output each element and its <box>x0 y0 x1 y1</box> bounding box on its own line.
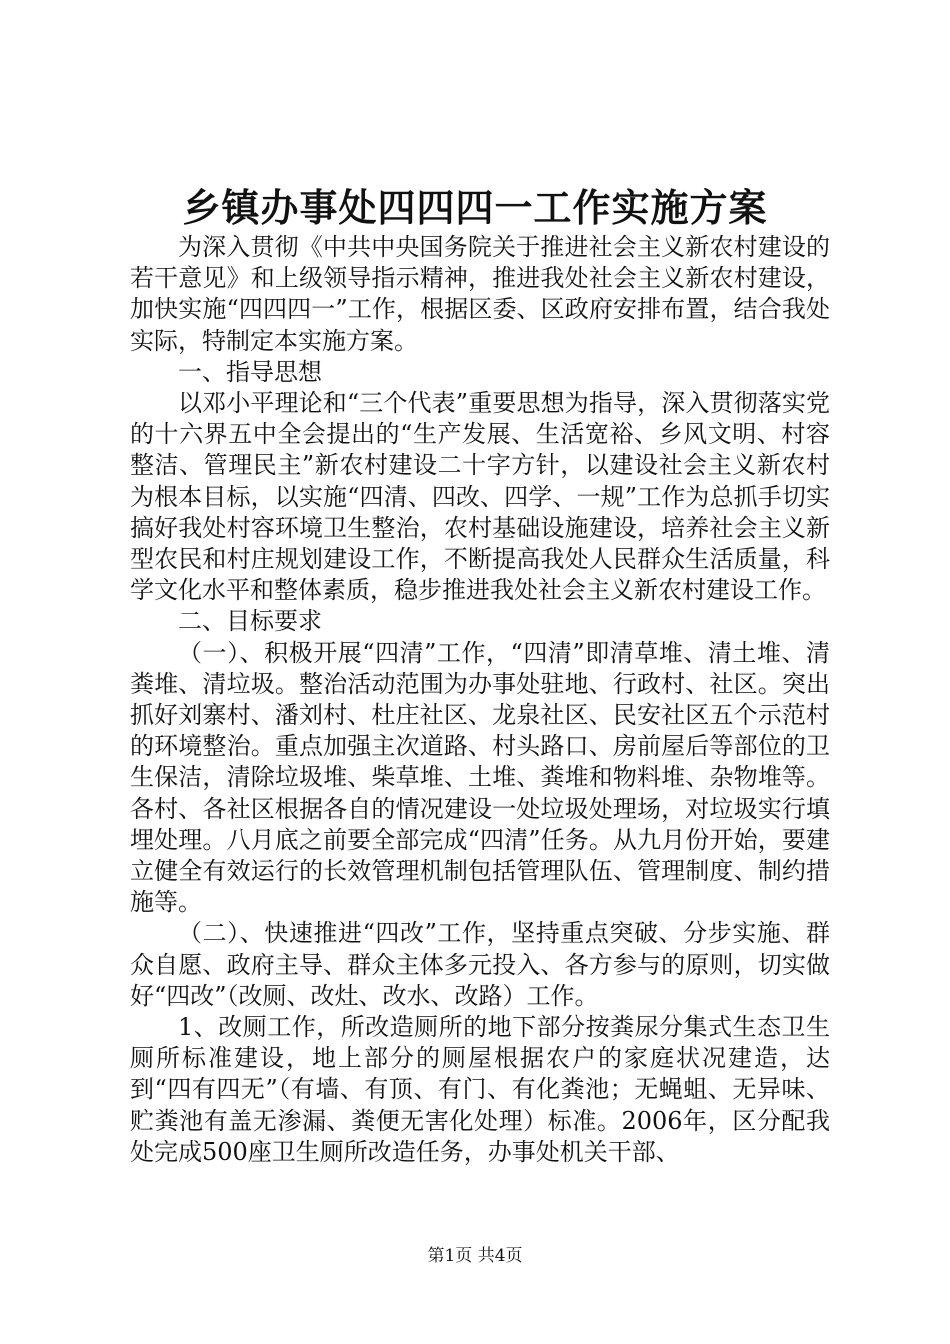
document-title: 乡镇办事处四四四一工作实施方案 <box>182 185 768 230</box>
paragraph-toilet-reform: 1、改厕工作，所改造厕所的地下部分按粪尿分集式生态卫生厕所标准建设，地上部分的厕屋根据农户的家庭状况建造，达到“四有四无”（有墙、有顶、有门、有化粪池；无蝇蛆、无异味、贮粪池有盖无渗漏、粪便无害化处理）标准。2006年，区分配我处完成500座卫生厕所改造任务，办事处机关干部、 <box>130 1013 830 1166</box>
document-body <box>130 232 830 1168</box>
paragraph-guiding-thought: 以邓小平理论和“三个代表”重要思想为指导，深入贯彻落实党的十六界五中全会提出的“生产发展、生活宽裕、乡风文明、村容整洁、管理民主”新农村建设二十字方针，以建设社会主义新农村为根本目标，以实施“四清、四改、四学、一规”工作为总抓手切实搞好我处村容环境卫生整治，农村基础设施建设，培养社会主义新型农民和村庄规划建设工作，不断提高我处人民群众生活质量，科学文化水平和整体素质，稳步推进我处社会主义新农村建设工作。 <box>130 389 830 605</box>
page-number-footer: 第1页 共4页 <box>427 1246 523 1266</box>
section-heading-guiding-thought: 一、指导思想 <box>178 357 322 386</box>
paragraph-four-cleans: （一）、积极开展“四清”工作，“四清”即清草堆、清土堆、清粪堆、清垃圾。整治活动范围为办事处驻地、行政村、社区。突出抓好刘寨村、潘刘村、杜庄社区、龙泉社区、民安社区五个示范村的环境整治。重点加强主次道路、村头路口、房前屋后等部位的卫生保洁，清除垃圾堆、柴草堆、土堆、粪堆和物料堆、杂物堆等。各村、各社区根据各自的情况建设一处垃圾处理场，对垃圾实行填埋处理。八月底之前要全部完成“四清”任务。从九月份开始，要建立健全有效运行的长效管理机制包括管理队伍、管理制度、制约措施等。 <box>130 638 830 917</box>
paragraph-four-reforms: （二）、快速推进“四改”工作，坚持重点突破、分步实施、群众自愿、政府主导、群众主体多元投入、各方参与的原则，切实做好“四改”（改厕、改灶、改水、改路）工作。 <box>130 919 830 1010</box>
section-heading-goals: 二、目标要求 <box>178 607 322 636</box>
paragraph-intro: 为深入贯彻《中共中央国务院关于推进社会主义新农村建设的若干意见》和上级领导指示精神，推进我处社会主义新农村建设，加快实施“四四四一”工作，根据区委、区政府安排布置，结合我处实际，特制定本实施方案。 <box>130 233 830 355</box>
